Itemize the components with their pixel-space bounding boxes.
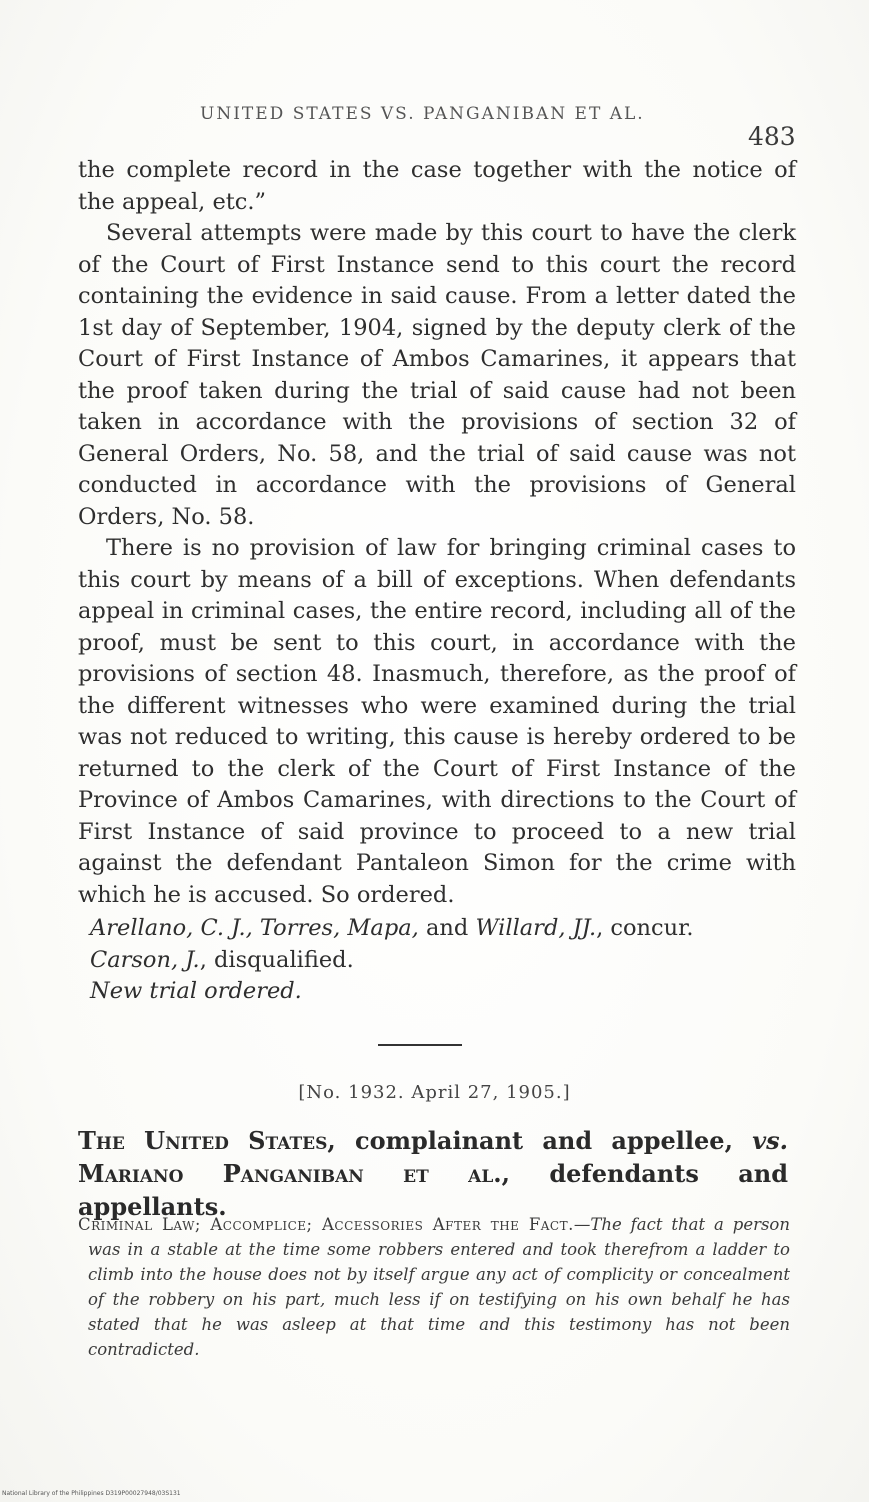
plaintiff-role: , complainant and appellee, [327,1126,753,1155]
syllabus [78,1212,790,1362]
running-head: UNITED STATES VS. PANGANIBAN ET AL. [200,104,645,124]
page-number: 483 [748,122,796,151]
concurring-willard: Willard, JJ. [475,915,597,941]
syllabus-text: —The fact that a person was in a stable at the time some robbers entered and took therefrom a ladder to climb into the house does not by itself argue any act of complicity or concealment of the robbery on his part, much less if on testifying on his own behalf he has stated that he was asleep at that time and this testimony has not been contradicted. [88,1215,790,1359]
defendant-role: , defendants and appellants. [78,1159,788,1221]
case-title [78,1124,788,1223]
syllabus-heading: Criminal Law; Accomplice; Accessories After the Fact. [78,1215,574,1234]
concurrence-line [78,913,796,945]
versus: vs. [752,1126,788,1155]
paragraph-attempts: Several attempts were made by this court to have the clerk of the Court of First Instance send to this court the record containing the evidence in said cause. From a letter dated the 1st day of September, 1904, signed by the deputy clerk of the Court of First Instance of Ambos Camarines, it appears that the proof taken during the trial of said cause had not been taken in accordance with the provisions of section 32 of General Orders, No. 58, and the trial of said cause was not conducted in accordance with the provisions of General Orders, No. 58. [78,220,796,530]
body-text [78,155,796,1008]
concurring-justices: Arellano, C. J., Torres, Mapa, [90,915,419,941]
disqualified-justice: Carson, J. [90,946,200,973]
disposition-line [78,976,796,1008]
defendant-name: Mariano Panganiban et al. [78,1159,502,1188]
paragraph-continuation: the complete record in the case together with the notice of the appeal, etc.” [78,157,796,215]
concurrence-block [78,913,796,1008]
disqualified-suffix: , disqualified. [199,946,354,973]
case-number: [No. 1932. April 27, 1905.] [298,1082,571,1103]
paragraph-ruling: There is no provision of law for bringing criminal cases to this court by means of a bill of exceptions. When defendants appeal in criminal cases, the entire record, including all of the proof, must be sent to this court, in accordance with the provisions of section 48. Inasmuch, therefore, as the proof of the different witnesses who were examined during the trial was not reduced to writing, this cause is hereby ordered to be returned to the clerk of the Court of First Instance of the Province of Ambos Camarines, with directions to the Court of First Instance of said province to proceed to a new trial against the defendant Pantaleon Simon for the crime with which he is accused. So ordered. [78,535,796,908]
concur-suffix: , concur. [596,915,694,941]
disqualified-line [78,945,796,977]
disposition: New trial ordered. [90,978,302,1004]
concur-and: and [418,915,476,941]
footer-credit: National Library of the Philippines D319P00027948/03S131 [2,1490,181,1497]
plaintiff-name: The United States [78,1126,328,1155]
section-divider [378,1044,462,1046]
